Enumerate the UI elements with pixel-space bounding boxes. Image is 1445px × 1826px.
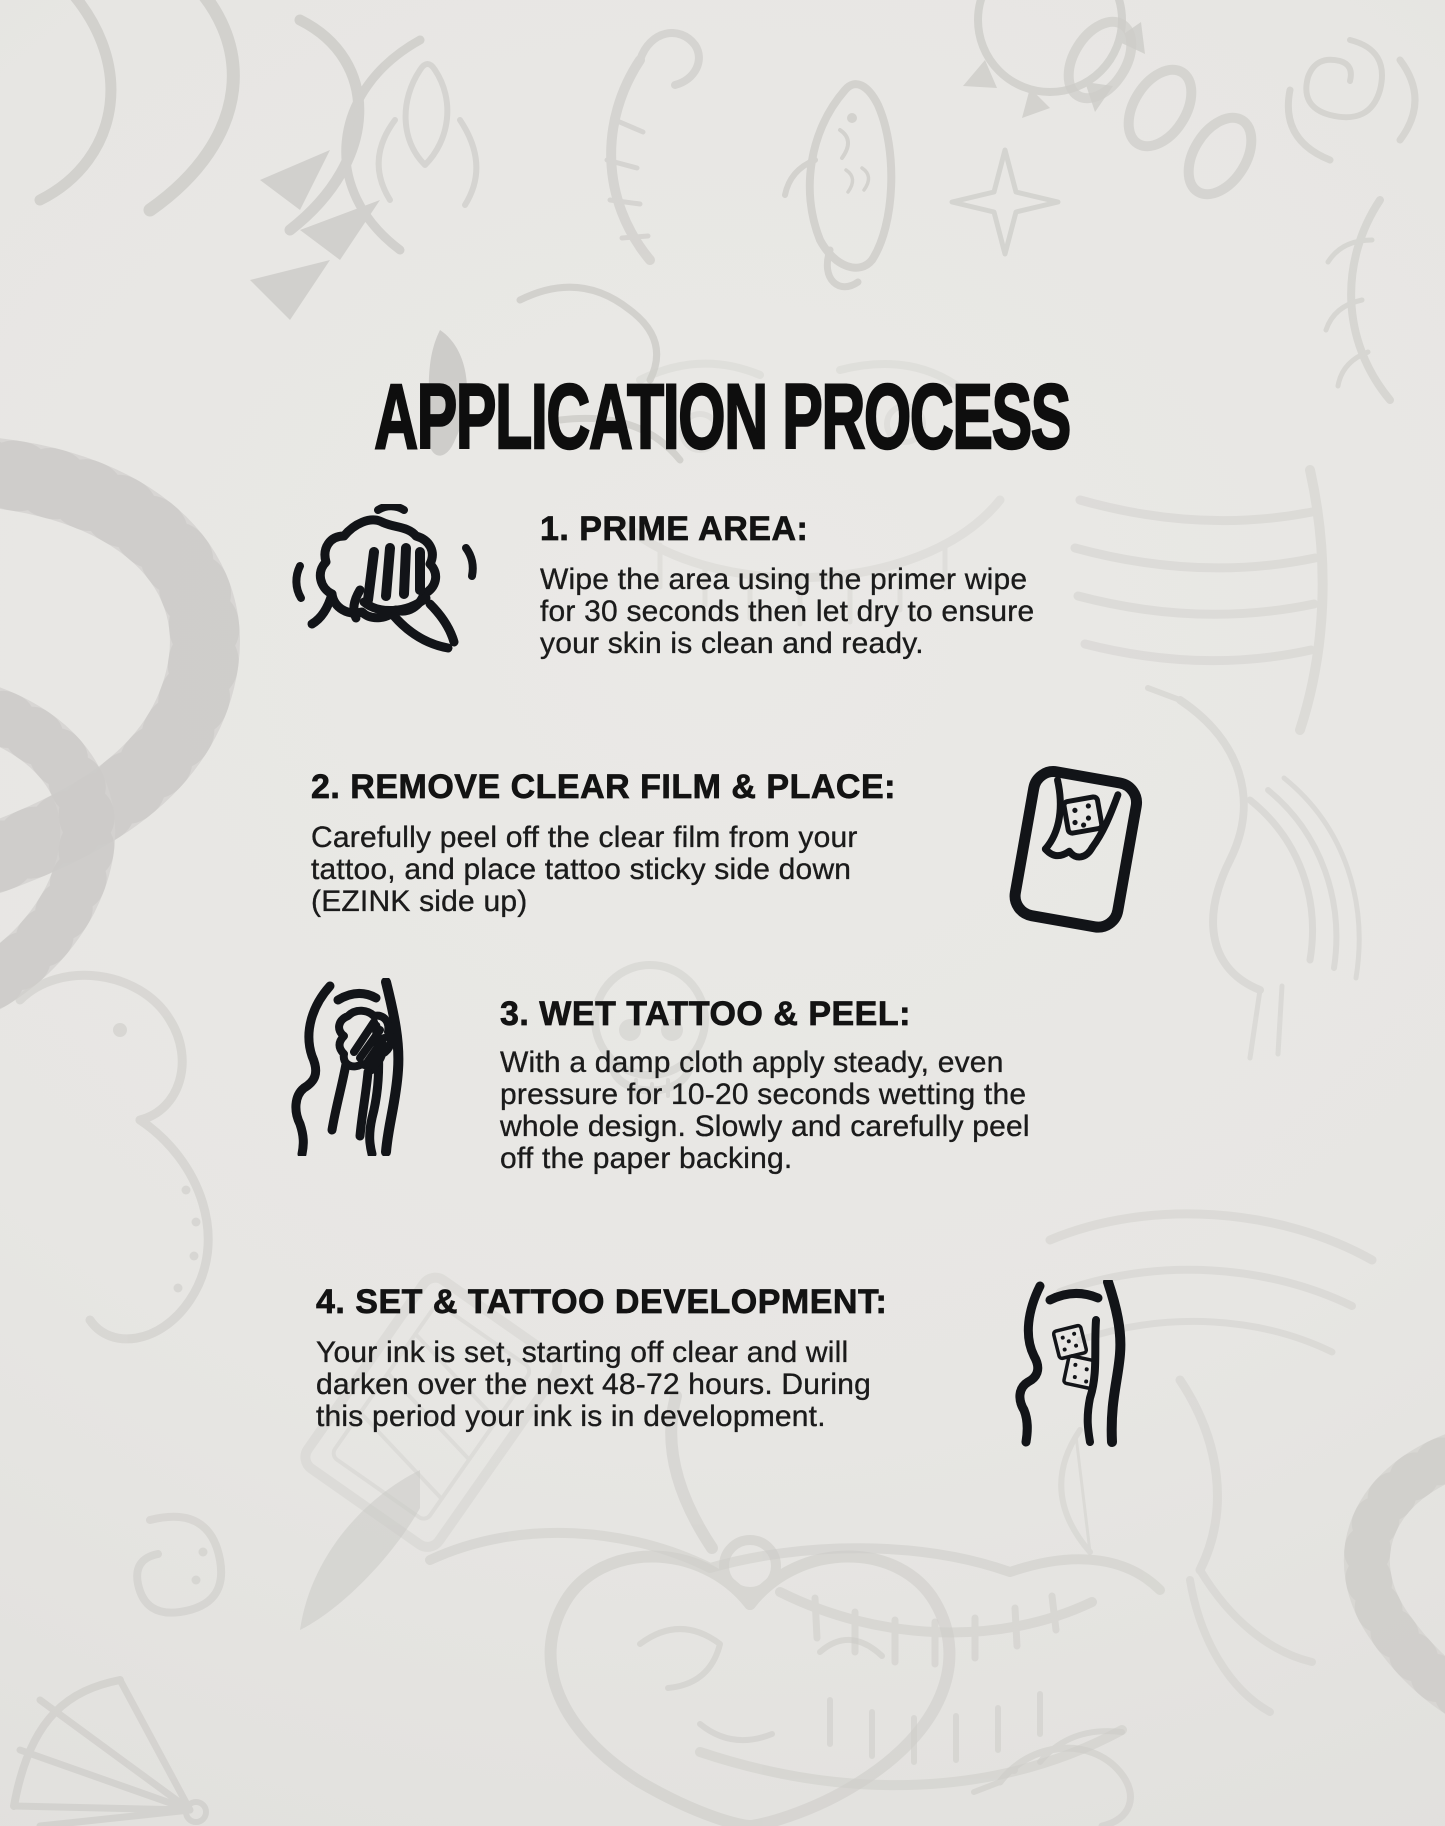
body-tattoo-development-icon: [1004, 1280, 1152, 1453]
step-2-body: Carefully peel off the clear film from your tattoo, and place tattoo sticky side down (EZINK side up): [311, 821, 858, 918]
koi-art: [1367, 1450, 1445, 1702]
wiping-hand-icon: [290, 504, 482, 667]
chain-art: [1056, 11, 1265, 206]
damp-cloth-press-icon: [288, 978, 420, 1161]
rose-art: [1288, 40, 1415, 160]
leaf-spray-art: [1326, 200, 1390, 400]
step-2-heading: 2. REMOVE CLEAR FILM & PLACE:: [311, 768, 896, 806]
step-1-heading: 1. PRIME AREA:: [540, 510, 809, 548]
step-4-body: Your ink is set, starting off clear and will darken over the next 48-72 hours. During this period your ink is in development.: [316, 1336, 871, 1433]
page-title-text: APPLICATION PROCESS: [374, 366, 1071, 468]
step-1-body: Wipe the area using the primer wipe for 30 seconds then let dry to ensure your skin is clean and ready.: [540, 563, 1035, 660]
fish-art: [785, 84, 891, 287]
step-3-heading: 3. WET TATTOO & PEEL:: [500, 995, 911, 1033]
tulip-art: [379, 64, 477, 205]
sparkle-art: [952, 150, 1058, 254]
page-title: [0, 366, 1445, 468]
fan-art: [14, 1680, 206, 1826]
ribcage-art: [1075, 470, 1323, 730]
lobster-claw-art: [607, 33, 699, 260]
snake-art: [0, 470, 205, 1005]
step-3-body: With a damp cloth apply steady, even pressure for 10-20 seconds wetting the whole design. Slowly and carefully peel off the paper backing.: [500, 1046, 1030, 1175]
octopus-art: [20, 975, 221, 1612]
step-4-heading: 4. SET & TATTOO DEVELOPMENT:: [316, 1283, 888, 1321]
peel-film-sheet-icon: [998, 762, 1150, 939]
crane-art: [1148, 688, 1359, 1058]
